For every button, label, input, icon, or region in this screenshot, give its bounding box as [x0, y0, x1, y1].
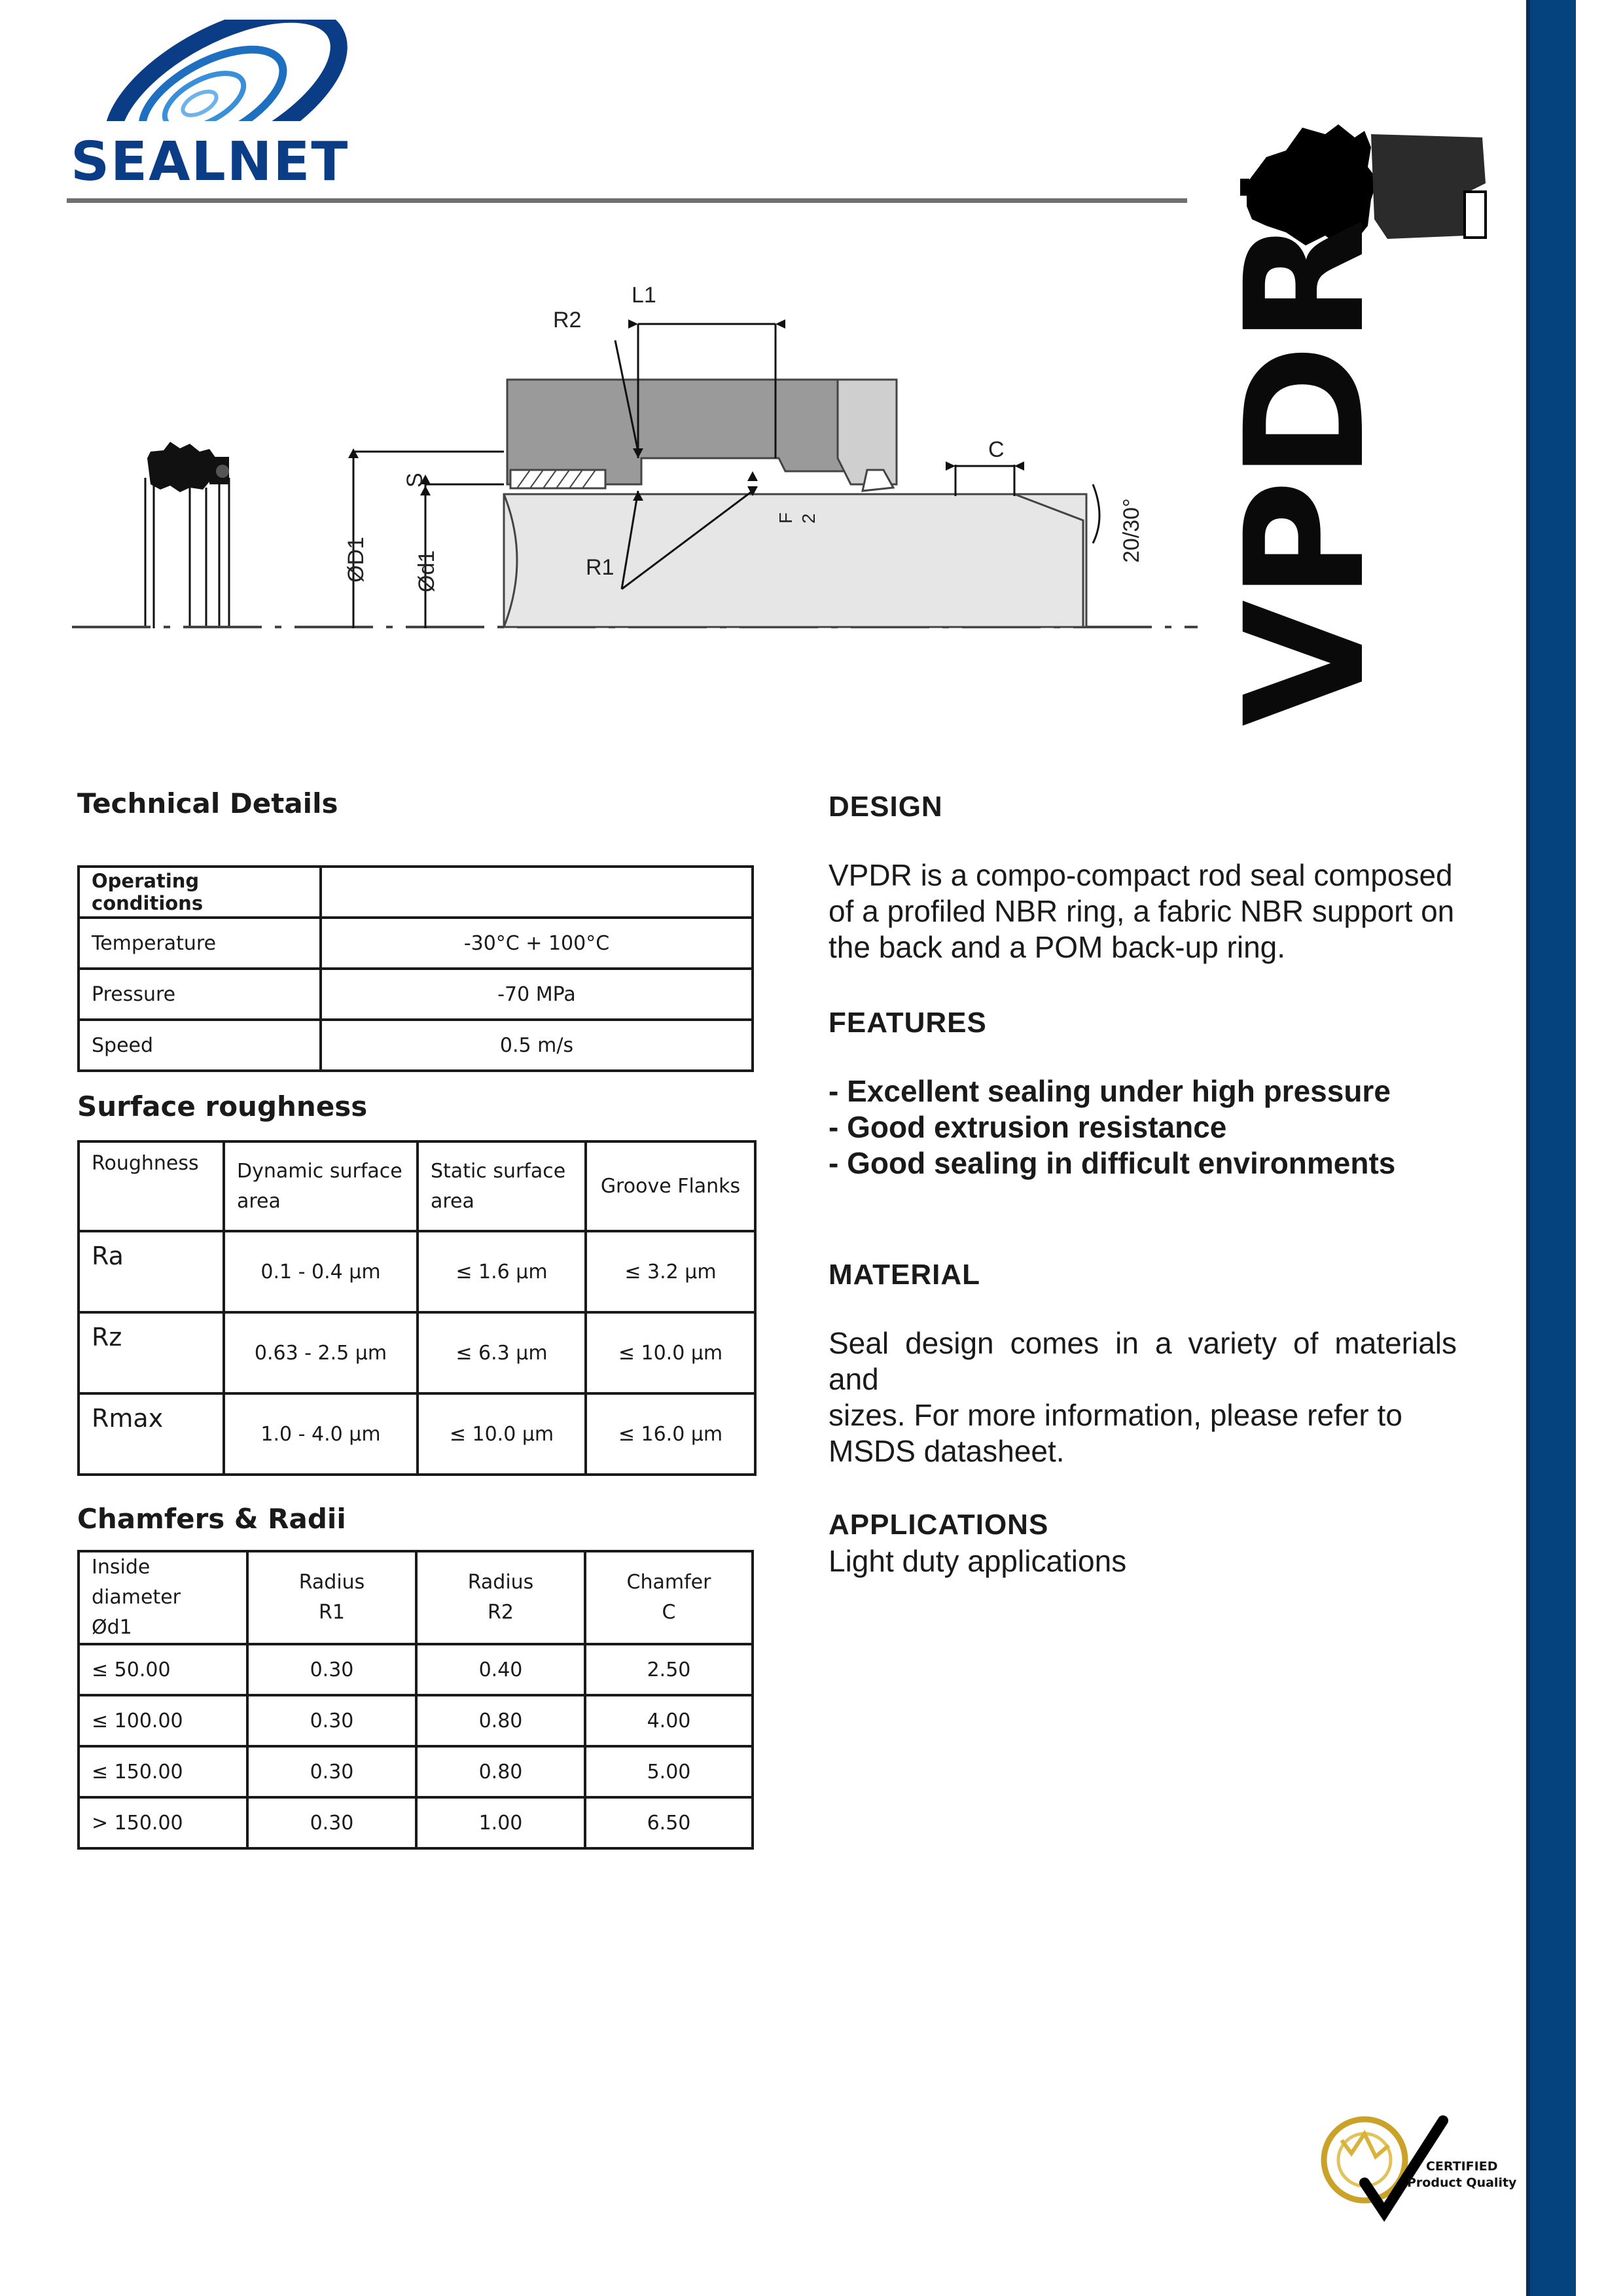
features-list	[829, 1073, 1395, 1181]
roughness-header: Dynamic surface area	[224, 1141, 418, 1231]
label-f-den: 2	[798, 513, 819, 524]
table-row	[79, 1551, 753, 1644]
design-text	[829, 857, 1454, 965]
chamfer-diameter: ≤ 50.00	[79, 1644, 247, 1695]
material-title: MATERIAL	[829, 1259, 981, 1291]
chamfer-header	[585, 1551, 753, 1644]
table-row	[79, 1746, 753, 1797]
chamfer-header-line1: Radius	[298, 1571, 365, 1594]
chamfer-value: 0.30	[247, 1746, 416, 1797]
table-row	[79, 1695, 753, 1746]
label-r2: R2	[553, 308, 582, 332]
product-code-title: VPDR	[1210, 218, 1400, 726]
chamfer-header	[416, 1551, 585, 1644]
condition-label: Speed	[79, 1020, 321, 1071]
chamfer-header-line2: Ød1	[92, 1616, 132, 1639]
chamfer-header	[79, 1551, 247, 1644]
label-r1: R1	[586, 555, 615, 580]
roughness-value: ≤ 16.0 µm	[586, 1393, 755, 1475]
roughness-header: Groove Flanks	[586, 1141, 755, 1231]
chamfer-header-line1: Inside diameter	[92, 1556, 181, 1609]
label-s: S	[402, 473, 427, 488]
table-row	[79, 1644, 753, 1695]
table-row	[79, 1020, 753, 1071]
header-divider	[67, 198, 1187, 203]
chamfer-header-line2: R2	[488, 1601, 514, 1624]
chamfer-header-line1: Radius	[467, 1571, 534, 1594]
roughness-value: ≤ 3.2 µm	[586, 1231, 755, 1312]
table-row	[79, 1231, 755, 1312]
material-line: MSDS datasheet.	[829, 1434, 1065, 1468]
certified-line2: Product Quality	[1407, 2176, 1517, 2190]
technical-details-title: Technical Details	[77, 787, 338, 819]
table-row	[79, 1312, 755, 1393]
roughness-param: Ra	[79, 1231, 224, 1312]
design-line: of a profiled NBR ring, a fabric NBR support on	[829, 894, 1455, 928]
operating-conditions-header: Operating conditions	[79, 867, 321, 918]
roughness-param: Rz	[79, 1312, 224, 1393]
chamfer-value: 4.00	[585, 1695, 753, 1746]
roughness-value: 0.1 - 0.4 µm	[224, 1231, 418, 1312]
logo-wordmark: SEALNET	[71, 131, 349, 193]
roughness-value: ≤ 6.3 µm	[418, 1312, 586, 1393]
chamfer-value: 0.30	[247, 1644, 416, 1695]
certified-label	[1407, 2159, 1516, 2191]
surface-roughness-title: Surface roughness	[77, 1090, 368, 1122]
condition-value: -30°C + 100°C	[321, 918, 753, 969]
roughness-value: 0.63 - 2.5 µm	[224, 1312, 418, 1393]
table-row	[79, 1141, 755, 1231]
table-row	[79, 867, 753, 918]
condition-label: Pressure	[79, 969, 321, 1020]
table-row	[79, 969, 753, 1020]
condition-value: -70 MPa	[321, 969, 753, 1020]
label-d1-outer: ØD1	[344, 537, 368, 583]
feature-item: - Good extrusion resistance	[829, 1110, 1227, 1144]
chamfer-diameter: > 150.00	[79, 1797, 247, 1848]
technical-drawing	[72, 262, 1211, 658]
roughness-value: ≤ 1.6 µm	[418, 1231, 586, 1312]
material-line: sizes. For more information, please refer to	[829, 1398, 1402, 1432]
roughness-value: 1.0 - 4.0 µm	[224, 1393, 418, 1475]
label-d1-inner: Ød1	[414, 550, 439, 592]
design-line: VPDR is a compo-compact rod seal composed	[829, 858, 1453, 892]
roughness-header: Static surface area	[418, 1141, 586, 1231]
chamfer-header-line2: R1	[319, 1601, 345, 1624]
chamfer-value: 0.30	[247, 1695, 416, 1746]
surface-roughness-table	[77, 1140, 757, 1476]
roughness-header: Roughness	[79, 1141, 224, 1231]
chamfer-value: 0.30	[247, 1797, 416, 1848]
feature-item: - Good sealing in difficult environments	[829, 1146, 1396, 1180]
certified-line1: CERTIFIED	[1425, 2159, 1498, 2174]
chamfers-radii-title: Chamfers & Radii	[77, 1503, 346, 1535]
chamfer-header-line2: C	[662, 1601, 676, 1624]
label-c: C	[988, 437, 1005, 462]
applications-title: APPLICATIONS	[829, 1509, 1049, 1541]
condition-value: 0.5 m/s	[321, 1020, 753, 1071]
table-row	[79, 1393, 755, 1475]
chamfer-value: 2.50	[585, 1644, 753, 1695]
operating-conditions-table	[77, 865, 754, 1072]
chamfer-value: 6.50	[585, 1797, 753, 1848]
roughness-value: ≤ 10.0 µm	[418, 1393, 586, 1475]
condition-label: Temperature	[79, 918, 321, 969]
label-angle: 20/30°	[1119, 498, 1144, 563]
seal-side-view	[145, 442, 229, 628]
feature-item: - Excellent sealing under high pressure	[829, 1074, 1391, 1108]
material-line: Seal design comes in a variety of materials and	[829, 1326, 1457, 1396]
chamfer-value: 0.80	[416, 1695, 585, 1746]
table-row	[79, 918, 753, 969]
chamfer-diameter: ≤ 150.00	[79, 1746, 247, 1797]
features-title: FEATURES	[829, 1007, 987, 1039]
side-bar	[1530, 0, 1576, 2296]
chamfers-radii-table	[77, 1550, 754, 1850]
label-l1: L1	[632, 283, 656, 308]
chamfer-diameter: ≤ 100.00	[79, 1695, 247, 1746]
chamfer-value: 0.40	[416, 1644, 585, 1695]
table-row	[79, 1797, 753, 1848]
chamfer-value: 1.00	[416, 1797, 585, 1848]
chamfer-value: 0.80	[416, 1746, 585, 1797]
roughness-param: Rmax	[79, 1393, 224, 1475]
design-title: DESIGN	[829, 791, 943, 823]
chamfer-header-line1: Chamfer	[626, 1571, 711, 1594]
chamfer-value: 5.00	[585, 1746, 753, 1797]
material-text	[829, 1325, 1457, 1469]
label-f: F	[776, 512, 796, 524]
chamfer-header	[247, 1551, 416, 1644]
roughness-value: ≤ 10.0 µm	[586, 1312, 755, 1393]
design-line: the back and a POM back-up ring.	[829, 930, 1286, 964]
applications-text: Light duty applications	[829, 1544, 1127, 1578]
